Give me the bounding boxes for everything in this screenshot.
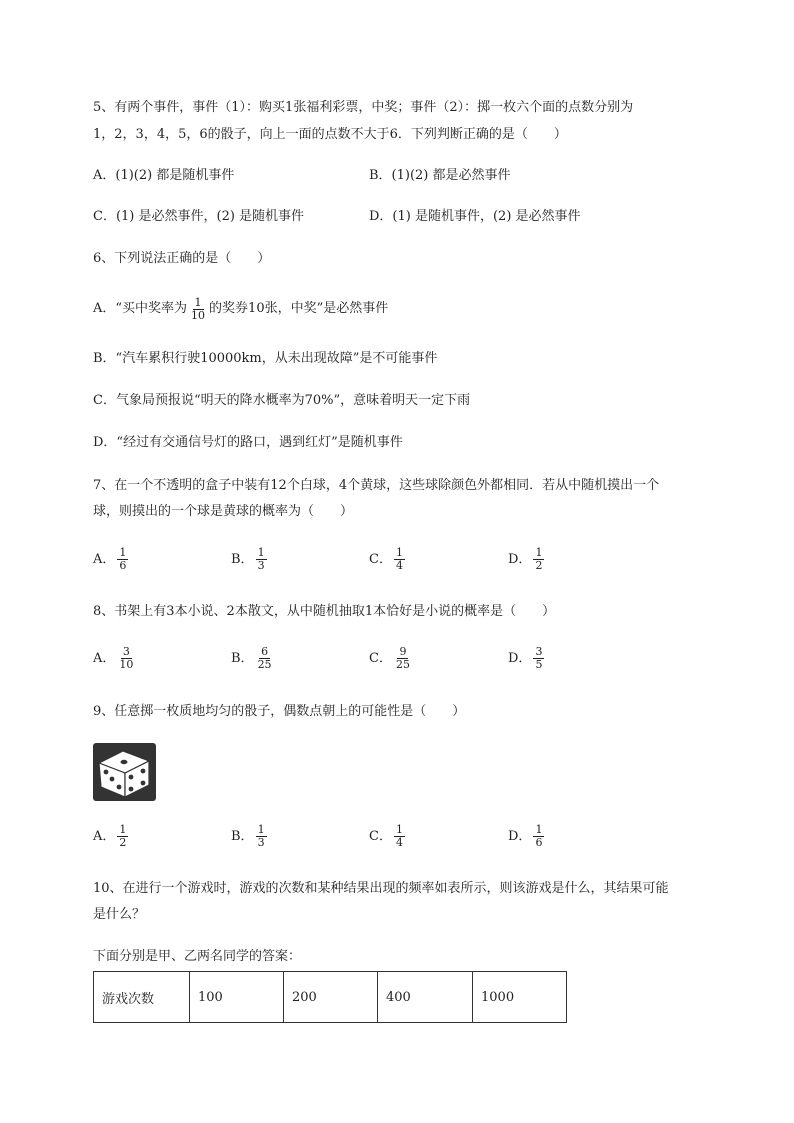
q6-stem: 6、下列说法正确的是（ ） bbox=[93, 251, 271, 266]
q5-option-a: A．(1)(2) 都是随机事件 bbox=[93, 168, 235, 183]
q6-option-a bbox=[93, 294, 388, 324]
option-fraction bbox=[533, 646, 544, 671]
fraction-denominator: 10 bbox=[119, 658, 134, 671]
fraction-denominator: 4 bbox=[395, 836, 403, 849]
table-cell: 100 bbox=[190, 972, 284, 1023]
option-label: B． bbox=[231, 828, 254, 844]
q7-stem-line2: 球，则摸出的一个球是黄球的概率为（ ） bbox=[93, 504, 354, 519]
fraction-denominator: 2 bbox=[535, 559, 543, 572]
q8-option-c bbox=[369, 646, 414, 671]
option-fraction bbox=[533, 824, 544, 849]
q6-option-d: D．“经过有交通信号灯的路口，遇到红灯”是随机事件 bbox=[93, 435, 403, 450]
table-cell: 200 bbox=[284, 972, 378, 1023]
q6-option-a-fraction bbox=[189, 297, 207, 322]
fraction-numerator: 1 bbox=[395, 823, 403, 836]
q7-option-c bbox=[369, 547, 407, 572]
option-fraction bbox=[533, 547, 544, 572]
option-fraction bbox=[394, 547, 405, 572]
fraction-numerator: 1 bbox=[535, 546, 543, 559]
fraction-denominator: 3 bbox=[257, 836, 265, 849]
option-label: A． bbox=[93, 551, 116, 567]
fraction-numerator: 1 bbox=[257, 823, 265, 836]
option-label: B． bbox=[231, 650, 254, 666]
fraction-denominator: 4 bbox=[395, 559, 403, 572]
fraction-numerator: 1 bbox=[535, 823, 543, 836]
q9-option-b bbox=[231, 824, 269, 849]
q7-option-a bbox=[93, 547, 130, 572]
fraction-denominator: 2 bbox=[119, 836, 127, 849]
dice-image bbox=[93, 743, 156, 801]
q8-option-b bbox=[231, 646, 276, 671]
option-label: A． bbox=[93, 650, 116, 666]
option-label: D． bbox=[508, 828, 532, 844]
dice-icon bbox=[93, 743, 156, 801]
option-fraction bbox=[117, 646, 135, 671]
fraction-denominator: 5 bbox=[535, 658, 543, 671]
option-fraction bbox=[256, 646, 274, 671]
fraction-numerator: 1 bbox=[194, 295, 202, 309]
q5-stem-line1: 5、有两个事件，事件（1）：购买1张福利彩票，中奖；事件（2）：掷一枚六个面的点数分别为 bbox=[93, 100, 634, 115]
table-row bbox=[94, 972, 567, 1023]
q10-intro: 下面分别是甲、乙两名同学的答案： bbox=[93, 949, 302, 964]
fraction-denominator: 3 bbox=[257, 559, 265, 572]
option-label: D． bbox=[508, 551, 532, 567]
q5-stem-line2: 1，2，3，4，5，6的骰子，向上一面的点数不大于6．下列判断正确的是（ ） bbox=[93, 127, 567, 142]
q7-stem-line1: 7、在一个不透明的盒子中装有12个白球，4个黄球，这些球除颜色外都相同．若从中随机摸出一个 bbox=[93, 478, 660, 493]
option-label: C． bbox=[369, 828, 392, 844]
option-fraction bbox=[394, 824, 405, 849]
option-fraction bbox=[256, 824, 267, 849]
q8-option-a bbox=[93, 646, 137, 671]
q7-option-b bbox=[231, 547, 269, 572]
q8-option-d bbox=[508, 646, 546, 671]
fraction-numerator: 6 bbox=[261, 645, 269, 658]
q9-option-a bbox=[93, 824, 130, 849]
option-label: B． bbox=[231, 551, 254, 567]
option-fraction bbox=[117, 547, 128, 572]
table-cell: 1000 bbox=[473, 972, 567, 1023]
fraction-numerator: 1 bbox=[119, 546, 127, 559]
table-cell: 游戏次数 bbox=[94, 972, 190, 1023]
q7-option-d bbox=[508, 547, 546, 572]
fraction-denominator: 25 bbox=[257, 658, 272, 671]
q10-stem-line2: 是什么？ bbox=[93, 907, 146, 922]
q6-option-c: C．气象局预报说“明天的降水概率为70%”，意味着明天一定下雨 bbox=[93, 393, 471, 408]
fraction-denominator: 6 bbox=[535, 836, 543, 849]
fraction-numerator: 1 bbox=[257, 546, 265, 559]
option-fraction bbox=[256, 547, 267, 572]
fraction-numerator: 3 bbox=[535, 645, 543, 658]
q9-option-d bbox=[508, 824, 546, 849]
q6-option-a-suffix: 的奖券10张，中奖”是必然事件 bbox=[209, 301, 389, 316]
table-cell: 400 bbox=[378, 972, 473, 1023]
q8-stem: 8、书架上有3本小说、2本散文，从中随机抽取1本恰好是小说的概率是（ ） bbox=[93, 604, 556, 619]
option-fraction bbox=[117, 824, 128, 849]
option-fraction bbox=[394, 646, 412, 671]
fraction-denominator: 6 bbox=[119, 559, 127, 572]
q9-stem: 9、任意掷一枚质地均匀的骰子，偶数点朝上的可能性是（ ） bbox=[93, 704, 466, 719]
game-frequency-table bbox=[93, 971, 567, 1023]
q6-option-a-prefix: A．“买中奖率为 bbox=[93, 301, 188, 316]
option-label: C． bbox=[369, 551, 392, 567]
fraction-denominator: 10 bbox=[191, 308, 206, 322]
option-label: A． bbox=[93, 828, 116, 844]
option-label: C． bbox=[369, 650, 392, 666]
q5-option-d: D．(1) 是随机事件，(2) 是必然事件 bbox=[369, 209, 581, 224]
q5-option-c: C．(1) 是必然事件，(2) 是随机事件 bbox=[93, 209, 305, 224]
fraction-numerator: 9 bbox=[399, 645, 407, 658]
q6-option-b: B．“汽车累积行驶10000km，从未出现故障”是不可能事件 bbox=[93, 351, 438, 366]
q10-stem-line1: 10、在进行一个游戏时，游戏的次数和某种结果出现的频率如表所示，则该游戏是什么，其结果可能 bbox=[93, 881, 669, 896]
fraction-numerator: 3 bbox=[122, 645, 130, 658]
q9-option-c bbox=[369, 824, 407, 849]
q5-option-b: B．(1)(2) 都是必然事件 bbox=[369, 168, 511, 183]
fraction-numerator: 1 bbox=[119, 823, 127, 836]
fraction-numerator: 1 bbox=[395, 546, 403, 559]
fraction-denominator: 25 bbox=[395, 658, 410, 671]
option-label: D． bbox=[508, 650, 532, 666]
